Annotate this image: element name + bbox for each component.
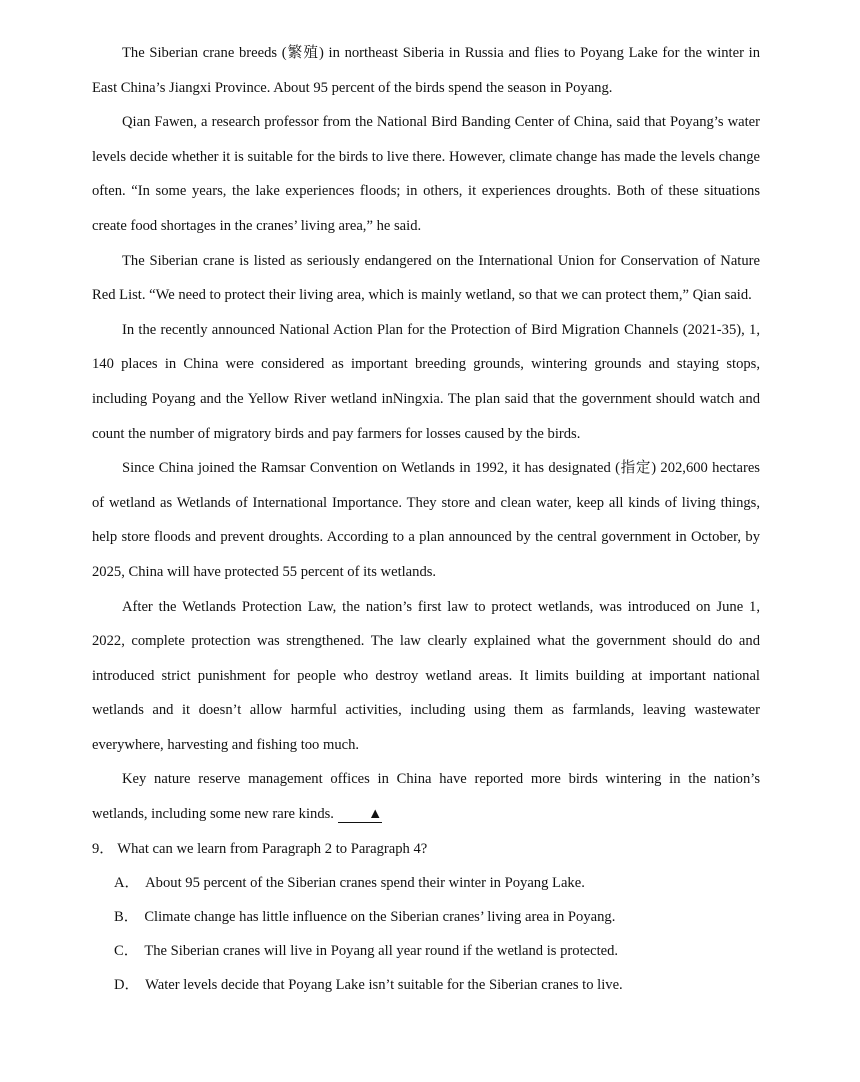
paragraph-7 (92, 762, 760, 831)
question-text: What can we learn from Paragraph 2 to Paragraph 4? (117, 840, 428, 857)
paragraph-1: The Siberian crane breeds (繁殖) in northeast Siberia in Russia and flies to Poyang Lake for the winter in East China’s Jiangxi Province. About 95 percent of the birds spend the season in Poyang. (92, 45, 760, 96)
option-d-letter: D． (114, 976, 140, 993)
option-b-letter: B． (114, 908, 139, 925)
question-number: 9． (92, 840, 114, 857)
option-b-text: Climate change has little influence on the Siberian cranes’ living area in Poyang. (144, 908, 616, 925)
paragraph-6: After the Wetlands Protection Law, the nation’s first law to protect wetlands, was introduced on June 1, 2022, complete protection was strengthened. The law clearly explained what the government should do and introduced strict punishment for people who destroy wetland areas. It limits building at important national wetlands and it doesn’t allow harmful activities, including using them as farmlands, leaving wastewater everywhere, harvesting and fishing too much. (92, 598, 760, 753)
paragraph-4: In the recently announced National Action Plan for the Protection of Bird Migration Channels (2021-35), 1, 140 places in China were considered as important breeding grounds, wintering grounds and staying stops, including Poyang and the Yellow River wetland inNingxia. The plan said that the government should watch and count the number of migratory birds and pay farmers for losses caused by the birds. (92, 321, 760, 442)
option-c (114, 934, 760, 968)
option-a-letter: A． (114, 874, 140, 891)
paragraph-5: Since China joined the Ramsar Convention on Wetlands in 1992, it has designated (指定) 202,600 hectares of wetland as Wetlands of International Importance. They store and clean water, keep all kinds of living things, help store floods and prevent droughts. According to a plan announced by the central government in October, by 2025, China will have protected 55 percent of its wetlands. (92, 460, 760, 580)
question-9 (92, 832, 760, 866)
option-c-letter: C． (114, 942, 139, 959)
option-a-text: About 95 percent of the Siberian cranes spend their winter in Poyang Lake. (145, 874, 585, 891)
paragraph-3: The Siberian crane is listed as seriously endangered on the International Union for Conservation of Nature Red List. “We need to protect their living area, which is mainly wetland, so that we can protect them,” Qian said. (92, 252, 760, 304)
answer-blank: ▲ (338, 806, 382, 823)
option-d-text: Water levels decide that Poyang Lake isn’t suitable for the Siberian cranes to live. (145, 976, 623, 993)
option-a (114, 866, 760, 900)
paragraph-7-text: Key nature reserve management offices in China have reported more birds wintering in the nation’s wetlands, including some new rare kinds. (92, 771, 760, 823)
option-b (114, 900, 760, 934)
paragraph-2: Qian Fawen, a research professor from the National Bird Banding Center of China, said that Poyang’s water levels decide whether it is suitable for the birds to live there. However, climate change has made the levels change often. “In some years, the lake experiences floods; in others, it experiences droughts. Both of these situations create food shortages in the cranes’ living area,” he said. (92, 114, 760, 234)
option-d (114, 968, 760, 1002)
option-c-text: The Siberian cranes will live in Poyang all year round if the wetland is protected. (144, 942, 619, 959)
